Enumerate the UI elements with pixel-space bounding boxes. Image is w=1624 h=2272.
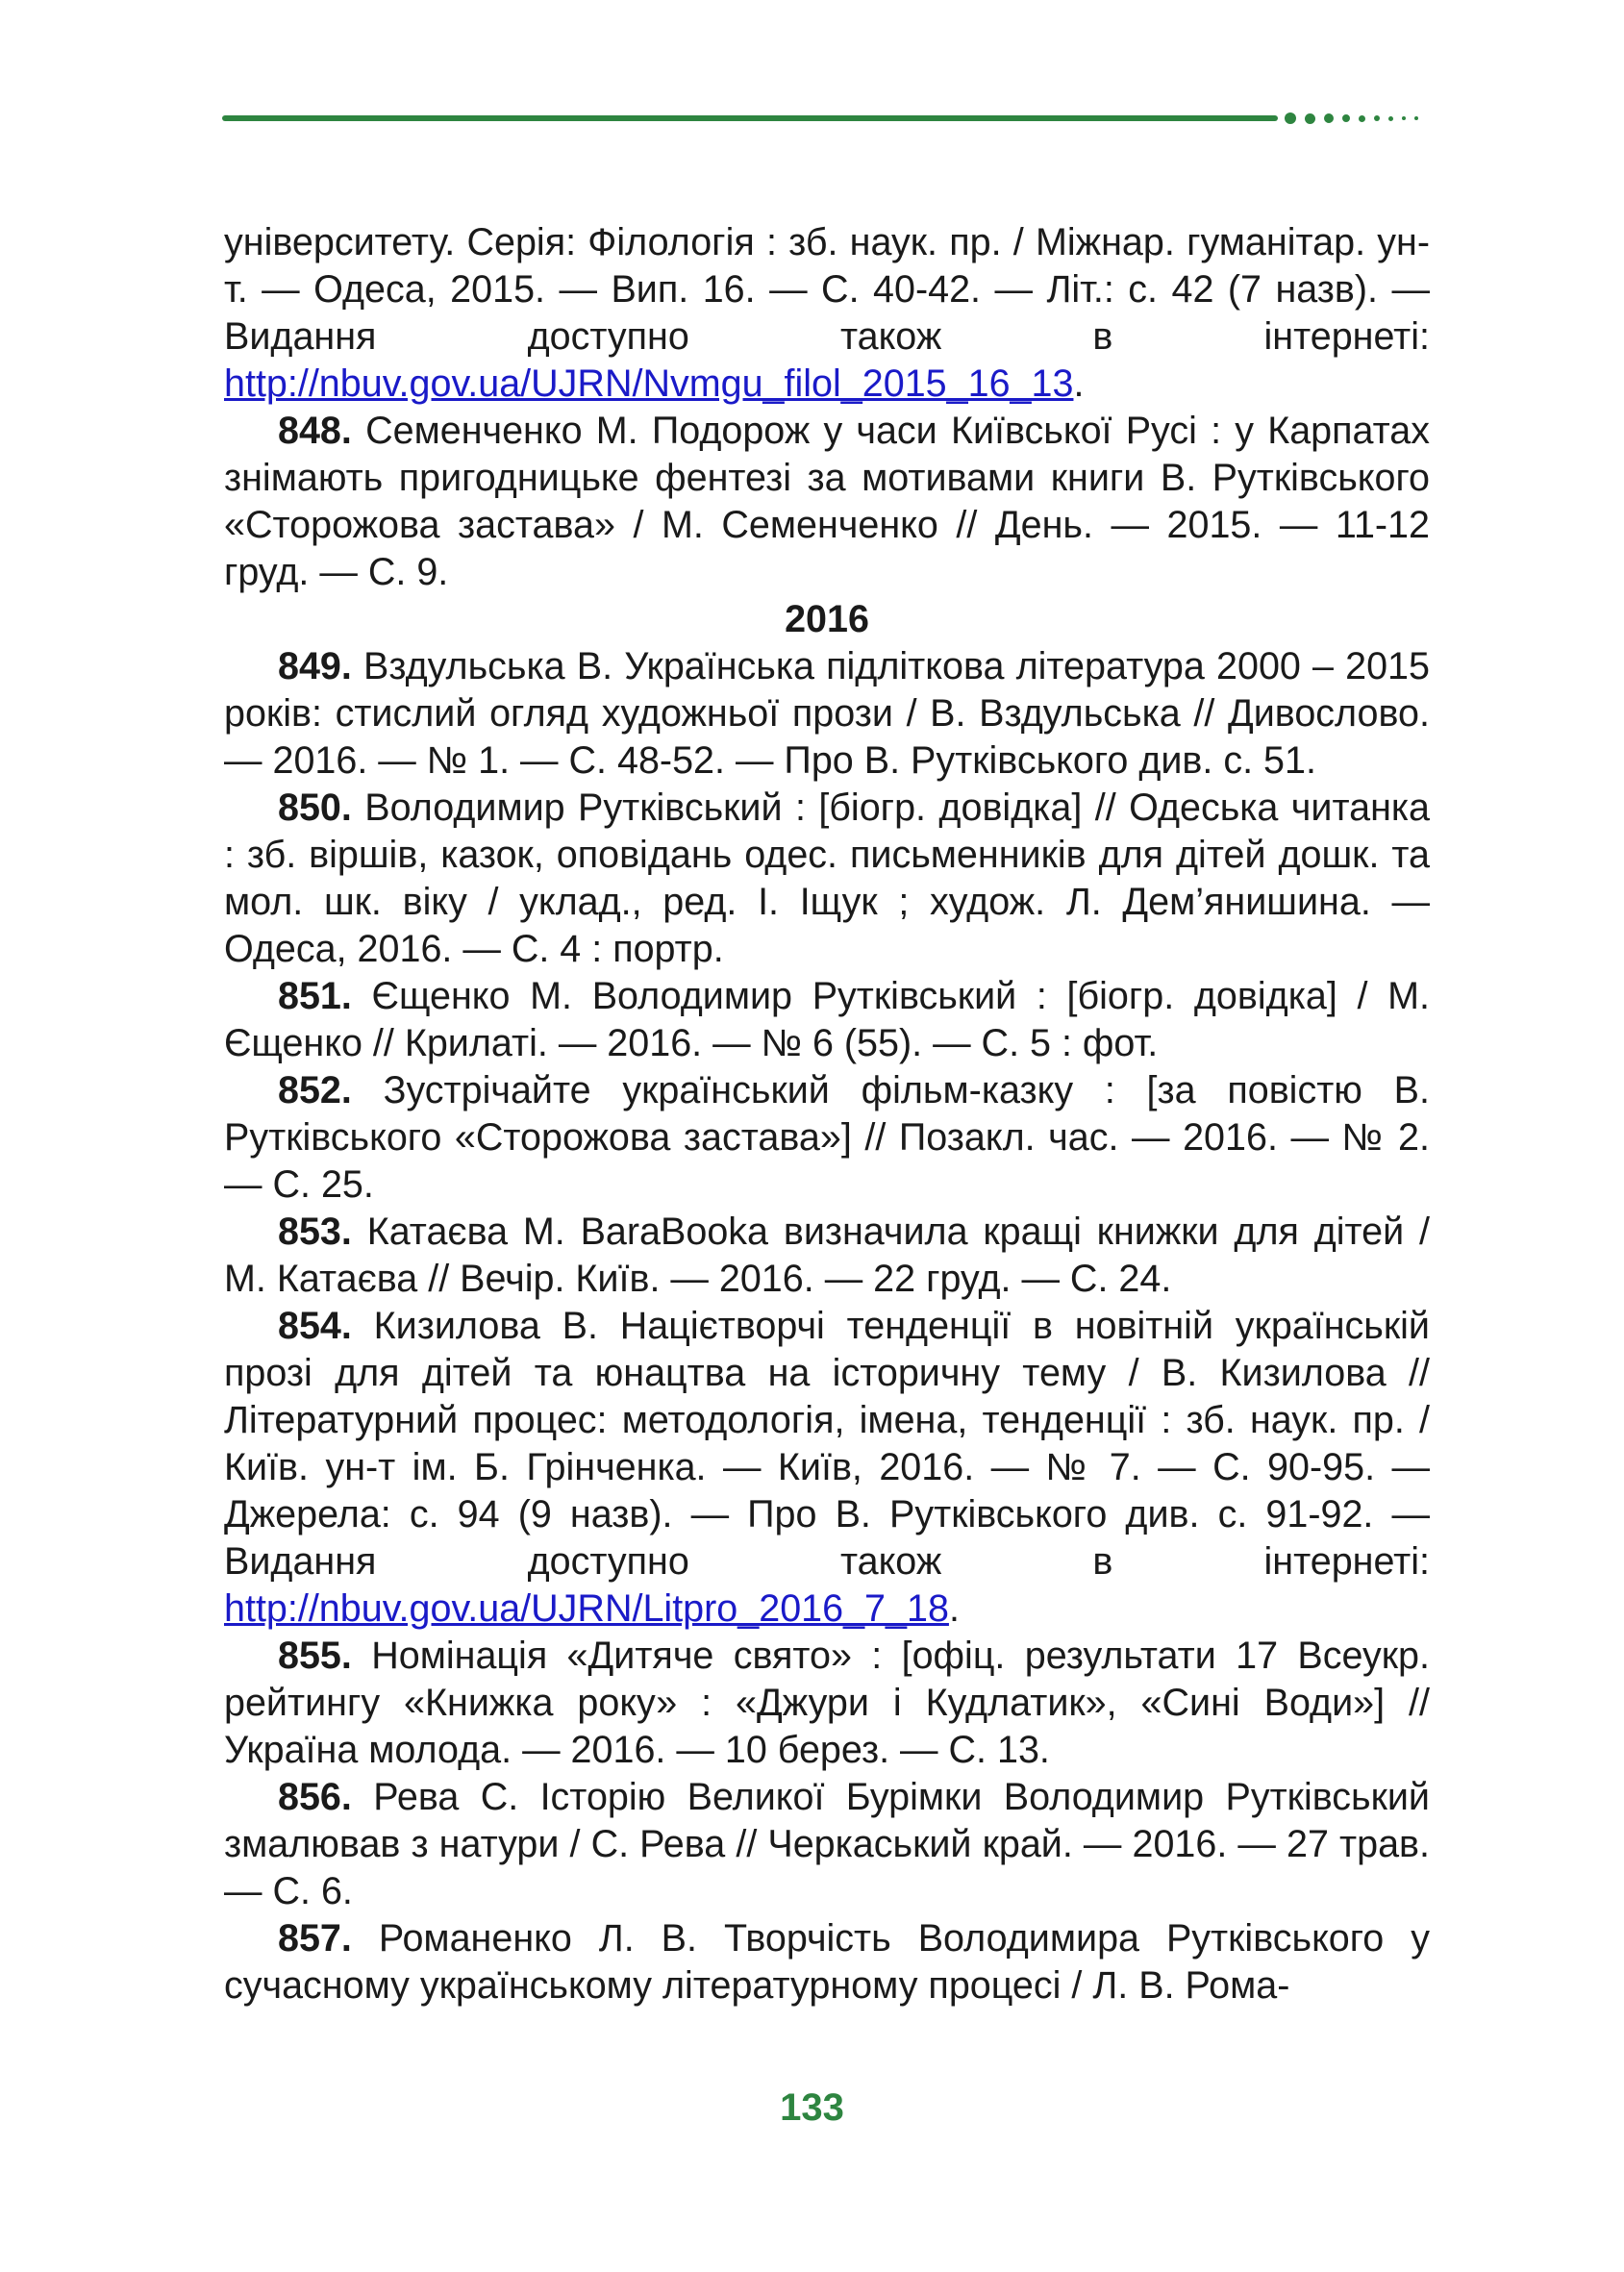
header-dotted-rule [1285, 112, 1427, 124]
entry-text: Рева С. Історію Великої Бурімки Володимир Рутківський змалював з натури / С. Рева // Черкаський край. — 2016. — 27 трав. — С. 6. [224, 1776, 1430, 1912]
entry-855 [224, 1633, 1430, 1774]
entry-number: 857. [278, 1917, 352, 1960]
header-rule [222, 115, 1278, 121]
entry-number: 855. [278, 1635, 352, 1677]
entry-text: Вздульська В. Українська підліткова література 2000 – 2015 років: стислий огляд художньої прози / В. Вздульська // Дивослово. — 2016. — № 1. — С. 48-52. — Про В. Рутківського див. с. 51. [224, 645, 1430, 782]
entry-849 [224, 643, 1430, 785]
entry-857 [224, 1915, 1430, 2010]
entry-850 [224, 785, 1430, 973]
entry-number: 849. [278, 645, 352, 687]
entry-number: 848. [278, 410, 352, 452]
entry-text: Семенченко М. Подорож у часи Київської Русі : у Карпатах знімають пригодницьке фентезі за мотивами книги В. Рутківського «Сторожова застава» / М. Семенченко // День. — 2015. — 11-12 груд. — С. 9. [224, 410, 1430, 593]
entry-number: 854. [278, 1305, 352, 1347]
entry-number: 853. [278, 1211, 352, 1253]
entry-number: 851. [278, 975, 352, 1017]
entry-text: Кизилова В. Націєтворчі тенденції в новітній українській прозі для дітей та юнацтва на історичну тему / В. Кизилова // Літературний процес: методологія, імена, тенденції : зб. наук. пр. / Київ. ун-т ім. Б. Грінченка. — Київ, 2016. — № 7. — С. 90-95. — Джерела: с. 94 (9 назв). — Про В. Рутківського див. с. 91-92. — Видання доступно також в інтернеті: [224, 1305, 1430, 1583]
entry-number: 856. [278, 1776, 352, 1818]
entry-link[interactable]: http://nbuv.gov.ua/UJRN/Nvmgu_filol_2015_16_13 [224, 362, 1074, 405]
entry-number: 850. [278, 786, 352, 829]
entry-tail: . [1073, 362, 1085, 405]
entry-854 [224, 1303, 1430, 1633]
entry-link[interactable]: http://nbuv.gov.ua/UJRN/Litpro_2016_7_18 [224, 1587, 949, 1630]
entry-number: 852. [278, 1069, 352, 1111]
entry-text: університету. Серія: Філологія : зб. наук. пр. / Міжнар. гуманітар. ун-т. — Одеса, 2015. — Вип. 16. — С. 40-42. — Літ.: с. 42 (7 назв). — Видання доступно також в інтернеті: [224, 221, 1430, 358]
entry-text: Володимир Рутківський : [біогр. довідка] // Одеська читанка : зб. віршів, казок, оповідань одес. письменників для дітей дошк. та мол. шк. віку / уклад., ред. І. Іщук ; худож. Л. Дем’янишина. — Одеса, 2016. — С. 4 : портр. [224, 786, 1430, 970]
entry-856 [224, 1774, 1430, 1915]
entry-851 [224, 973, 1430, 1067]
entry-tail: . [948, 1587, 960, 1630]
entry-text: Зустрічайте український фільм-казку : [за повістю В. Рутківського «Сторожова застава»] // Позакл. час. — 2016. — № 2. — С. 25. [224, 1069, 1430, 1206]
entry-847-continuation [224, 219, 1430, 408]
entry-text: Катаєва М. BaraBooka визначила кращі книжки для дітей / М. Катаєва // Вечір. Київ. — 2016. — 22 груд. — С. 24. [224, 1211, 1430, 1300]
entry-848 [224, 408, 1430, 596]
page-number: 133 [780, 2086, 844, 2129]
entry-text: Єщенко М. Володимир Рутківський : [біогр. довідка] / М. Єщенко // Крилаті. — 2016. — № 6 (55). — С. 5 : фот. [224, 975, 1430, 1064]
year-heading: 2016 [785, 598, 869, 640]
bibliography-text [224, 219, 1430, 2010]
entry-text: Романенко Л. В. Творчість Володимира Рутківського у сучасному українському літературному процесі / Л. В. Рома- [224, 1917, 1430, 2007]
entry-852 [224, 1067, 1430, 1209]
entry-853 [224, 1209, 1430, 1303]
entry-text: Номінація «Дитяче свято» : [офіц. результати 17 Всеукр. рейтингу «Книжка року» : «Джури і Кудлатик», «Сині Води»] // Україна молода. — 2016. — 10 берез. — С. 13. [224, 1635, 1430, 1771]
